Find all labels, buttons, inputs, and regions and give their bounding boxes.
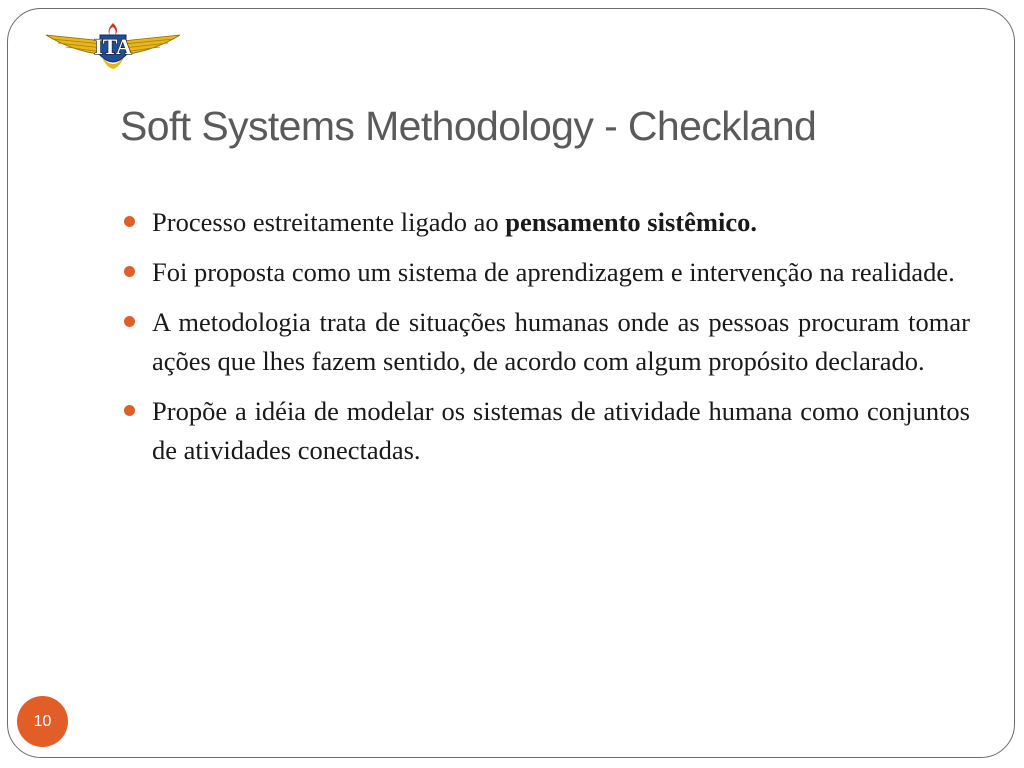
bullet-list	[152, 203, 970, 481]
bullet-item	[152, 303, 970, 381]
svg-text:ITA: ITA	[94, 34, 132, 59]
bullet-text: Processo estreitamente ligado ao	[152, 207, 506, 237]
slide	[7, 8, 1015, 758]
bullet-dot-icon	[124, 316, 135, 327]
bullet-dot-icon	[124, 216, 135, 227]
bullet-dot-icon	[124, 266, 135, 277]
bullet-text: Propõe a idéia de modelar os sistemas de atividade humana como conjuntos de atividades conectadas.	[152, 396, 970, 465]
bullet-text: Foi proposta como um sistema de aprendizagem e intervenção na realidade.	[152, 257, 955, 287]
page-number-badge: 10	[17, 696, 68, 747]
bullet-item	[152, 253, 970, 292]
bullet-item	[152, 203, 970, 242]
bullet-item	[152, 392, 970, 470]
slide-title: Soft Systems Methodology - Checkland	[120, 103, 817, 149]
bullet-text-bold: pensamento sistêmico.	[505, 207, 757, 237]
bullet-text: A metodologia trata de situações humanas onde as pessoas procuram tomar ações que lhes fazem sentido, de acordo com algum propósito declarado.	[152, 307, 970, 376]
bullet-dot-icon	[124, 405, 135, 416]
ita-logo-icon	[42, 21, 184, 73]
